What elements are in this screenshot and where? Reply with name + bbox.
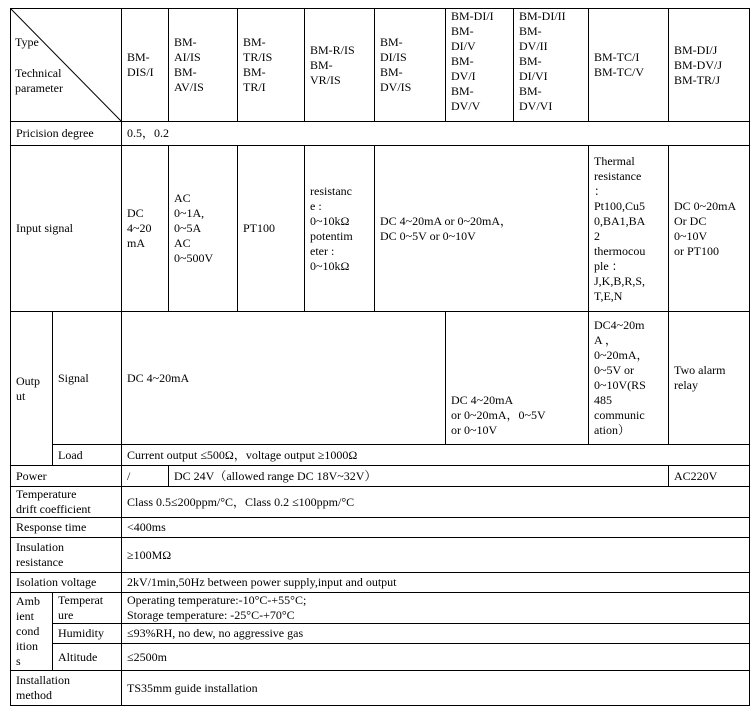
- input-signal-pt100: PT100: [238, 146, 305, 312]
- installation-label: Installation method: [11, 671, 122, 706]
- output-signal-value-3: DC4~20m A ， 0~20mA， 0~5V or 0~10V(RS 485 communic ation）: [589, 312, 669, 445]
- isolation-value: 2kV/1min,50Hz between power supply,input and output: [122, 573, 750, 593]
- input-signal-dc: DC 4~20mA or 0~20mA， DC 0~5V or 0~10V: [375, 146, 589, 312]
- response-time-label: Response time: [11, 518, 122, 538]
- response-time-row: [11, 518, 750, 538]
- model-header-1: BM- DIS/I: [122, 9, 169, 122]
- ambient-altitude-row: [11, 644, 750, 671]
- ambient-humidity-row: [11, 624, 750, 644]
- insulation-value: ≥100MΩ: [122, 538, 750, 573]
- input-signal-row: [11, 146, 750, 312]
- header-corner-cell: [11, 9, 122, 122]
- output-load-label: Load: [53, 445, 122, 466]
- type-label: Type: [15, 35, 39, 49]
- model-header-5: BM- DI/IS BM- DV/IS: [375, 9, 446, 122]
- model-header-3: BM- TR/IS BM- TR/I: [238, 9, 305, 122]
- model-header-4: BM-R/IS BM- VR/IS: [305, 9, 375, 122]
- ambient-humidity-value: ≤93%RH, no dew, no aggressive gas: [122, 624, 750, 644]
- precision-value: 0.5，0.2: [122, 122, 750, 146]
- ambient-temperature-label: Temperat ure: [53, 593, 122, 624]
- temperature-drift-value: Class 0.5≤200ppm/°C，Class 0.2 ≤100ppm/°C: [122, 487, 750, 518]
- spec-table: [10, 8, 750, 706]
- input-signal-resistance: resistanc e : 0~10kΩ potentim eter : 0~10kΩ: [305, 146, 375, 312]
- input-signal-label: Input signal: [11, 146, 122, 312]
- response-time-value: <400ms: [122, 518, 750, 538]
- model-header-9: BM-DI/J BM-DV/J BM-TR/J: [669, 9, 750, 122]
- temperature-drift-label: Temperature drift coefficient: [11, 487, 122, 518]
- power-value-3: AC220V: [669, 466, 750, 487]
- installation-row: [11, 671, 750, 706]
- output-signal-value-1: DC 4~20mA: [122, 312, 446, 445]
- model-header-6: BM-DI/I BM- DI/V BM- DV/I BM- DV/V: [446, 9, 514, 122]
- diagonal-divider: [11, 9, 121, 121]
- insulation-row: [11, 538, 750, 573]
- ambient-temperature-row: [11, 593, 750, 624]
- isolation-row: [11, 573, 750, 593]
- output-load-row: [11, 445, 750, 466]
- technical-parameter-label: Technical parameter: [15, 66, 63, 95]
- power-label: Power: [11, 466, 122, 487]
- power-value-2: DC 24V（allowed range DC 18V~32V）: [169, 466, 669, 487]
- precision-row: [11, 122, 750, 146]
- power-row: [11, 466, 750, 487]
- temperature-drift-row: [11, 487, 750, 518]
- input-signal-alarm: DC 0~20mA Or DC 0~10V or PT100: [669, 146, 750, 312]
- ambient-temperature-value: Operating temperature:-10°C-+55°C; Storage temperature: -25°C-+70°C: [122, 593, 750, 624]
- insulation-label: Insulation resistance: [11, 538, 122, 573]
- output-label: Outp ut: [11, 312, 53, 466]
- ambient-altitude-label: Altitude: [53, 644, 122, 671]
- output-signal-label: Signal: [53, 312, 122, 445]
- ambient-altitude-value: ≤2500m: [122, 644, 750, 671]
- ambient-humidity-label: Humidity: [53, 624, 122, 644]
- ambient-label: Amb ient cond ition s: [11, 593, 53, 671]
- input-signal-ac: AC 0~1A, 0~5A AC 0~500V: [169, 146, 238, 312]
- output-signal-value-2: DC 4~20mA or 0~20mA，0~5V or 0~10V: [446, 312, 589, 445]
- precision-label: Pricision degree: [11, 122, 122, 146]
- input-signal-dis: DC 4~20 mA: [122, 146, 169, 312]
- output-signal-value-4: Two alarm relay: [669, 312, 750, 445]
- model-header-2: BM- AI/IS BM- AV/IS: [169, 9, 238, 122]
- installation-value: TS35mm guide installation: [122, 671, 750, 706]
- power-value-1: /: [122, 466, 169, 487]
- output-signal-row: [11, 312, 750, 445]
- header-row: [11, 9, 750, 122]
- model-header-7: BM-DI/II BM- DV/II BM- DI/VI BM- DV/VI: [514, 9, 589, 122]
- input-signal-thermal: Thermal resistance ： Pt100,Cu5 0,BA1,BA 2 thermocou ple ： J,K,B,R,S, T,E,N: [589, 146, 669, 312]
- isolation-label: Isolation voltage: [11, 573, 122, 593]
- model-header-8: BM-TC/I BM-TC/V: [589, 9, 669, 122]
- output-load-value: Current output ≤500Ω，voltage output ≥1000Ω: [122, 445, 750, 466]
